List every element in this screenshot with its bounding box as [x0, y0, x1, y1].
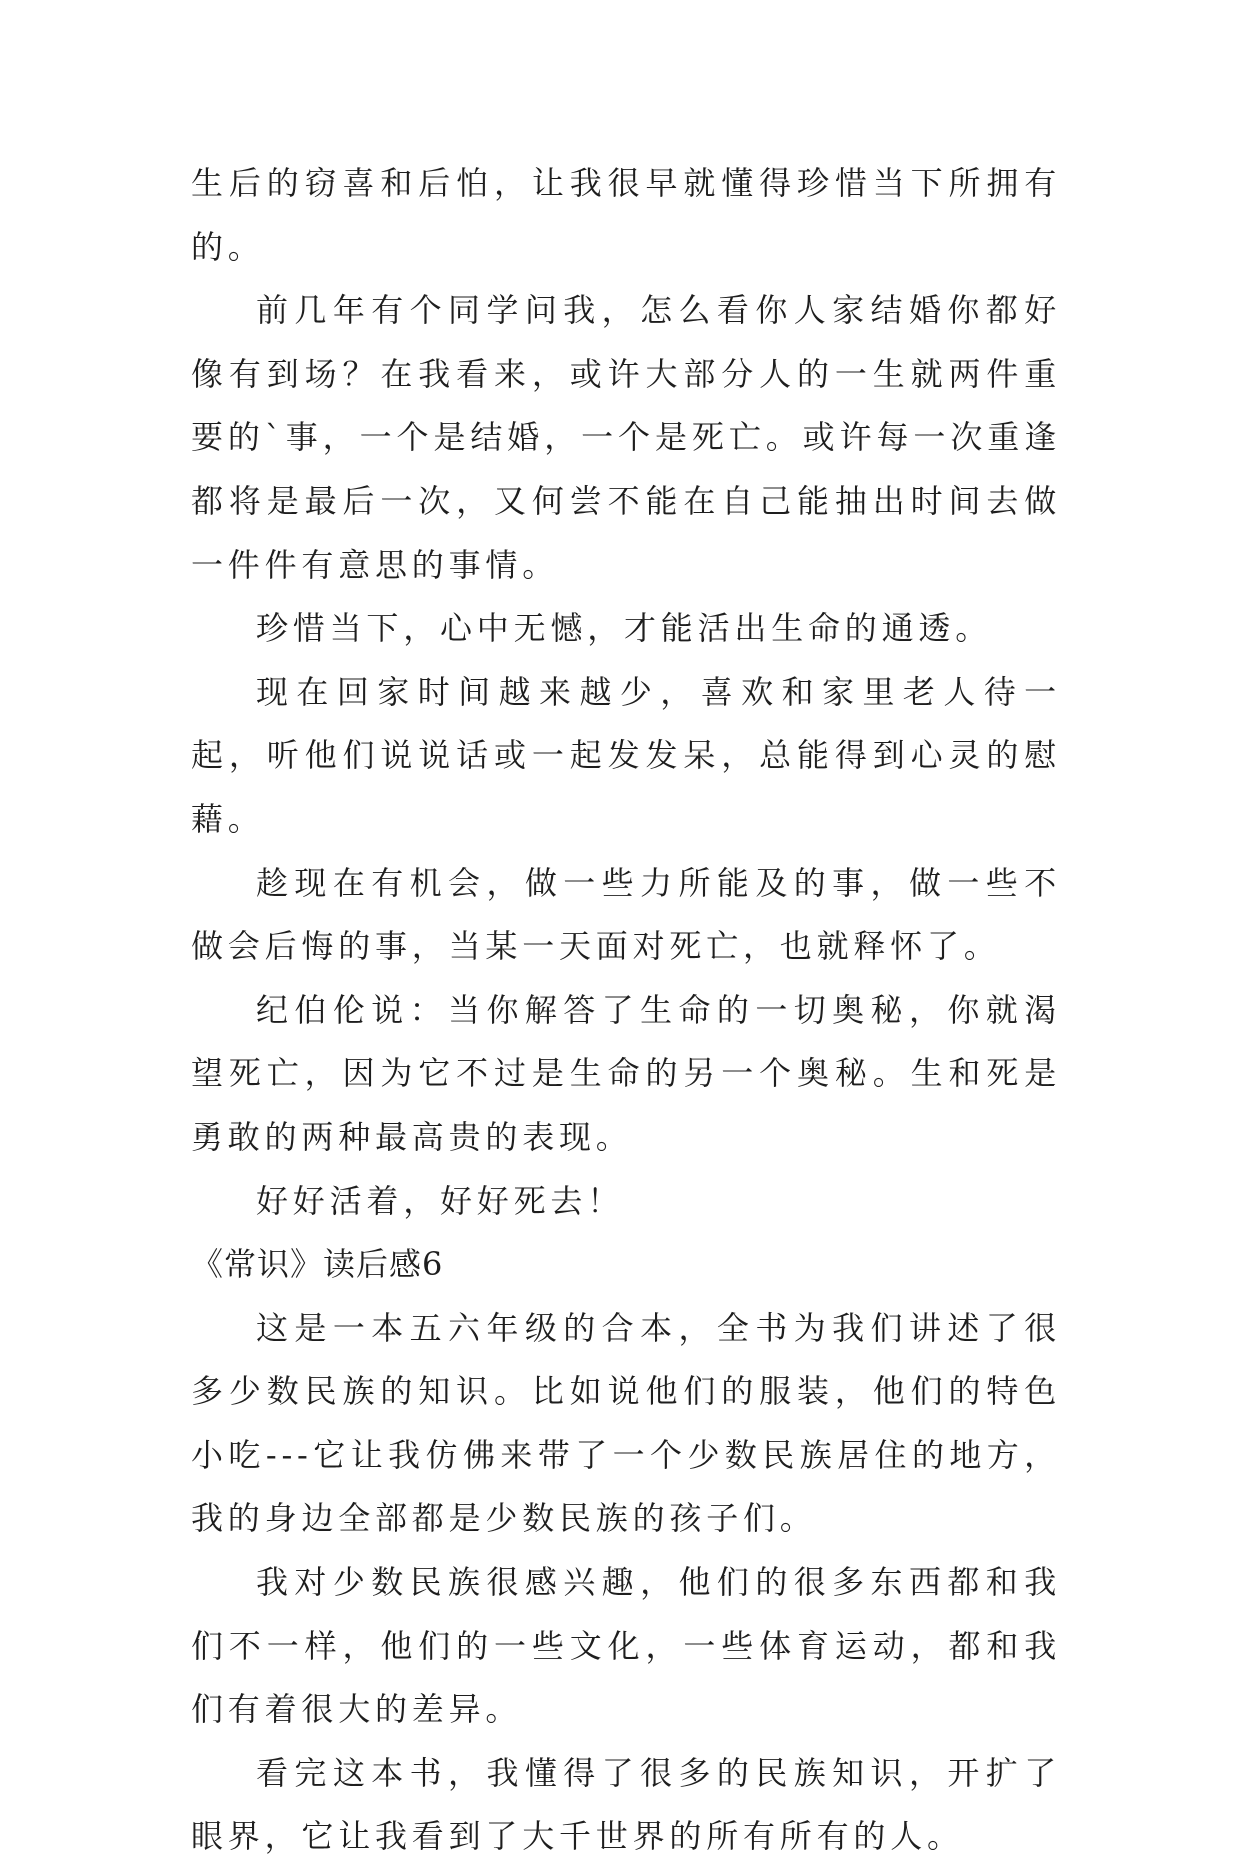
paragraph: 前几年有个同学问我，怎么看你人家结婚你都好像有到场？在我看来，或许大部分人的一生就两件重要的`事，一个是结婚，一个是死亡。或许每一次重逢都将是最后一次，又何尝不能在自己能抽出时间去做一件件有意思的事情。	[191, 291, 1061, 584]
paragraph-continuation: 生后的窃喜和后怕，让我很早就懂得珍惜当下所拥有的。	[191, 164, 1061, 266]
section-title: 《常识》读后感6	[191, 1245, 444, 1284]
document-body	[191, 152, 1061, 1869]
paragraph: 现在回家时间越来越少，喜欢和家里老人待一起，听他们说说话或一起发发呆，总能得到心灵的慰藉。	[191, 672, 1061, 838]
paragraph: 纪伯伦说：当你解答了生命的一切奥秘，你就渴望死亡，因为它不过是生命的另一个奥秘。生和死是勇敢的两种最高贵的表现。	[191, 990, 1061, 1156]
paragraph: 看完这本书，我懂得了很多的民族知识，开扩了眼界，它让我看到了大千世界的所有所有的人。	[191, 1753, 1061, 1856]
paragraph: 好好活着，好好死去！	[256, 1181, 625, 1220]
paragraph: 珍惜当下，心中无憾，才能活出生命的通透。	[256, 609, 993, 648]
paragraph: 我对少数民族很感兴趣，他们的很多东西都和我们不一样，他们的一些文化，一些体育运动，都和我们有着很大的差异。	[191, 1563, 1061, 1729]
paragraph: 这是一本五六年级的合本，全书为我们讲述了很多少数民族的知识。比如说他们的服装，他们的特色小吃---它让我仿佛来带了一个少数民族居住的地方，我的身边全部都是少数民族的孩子们。	[191, 1308, 1061, 1538]
paragraph: 趁现在有机会，做一些力所能及的事，做一些不做会后悔的事，当某一天面对死亡，也就释怀了。	[191, 863, 1061, 966]
